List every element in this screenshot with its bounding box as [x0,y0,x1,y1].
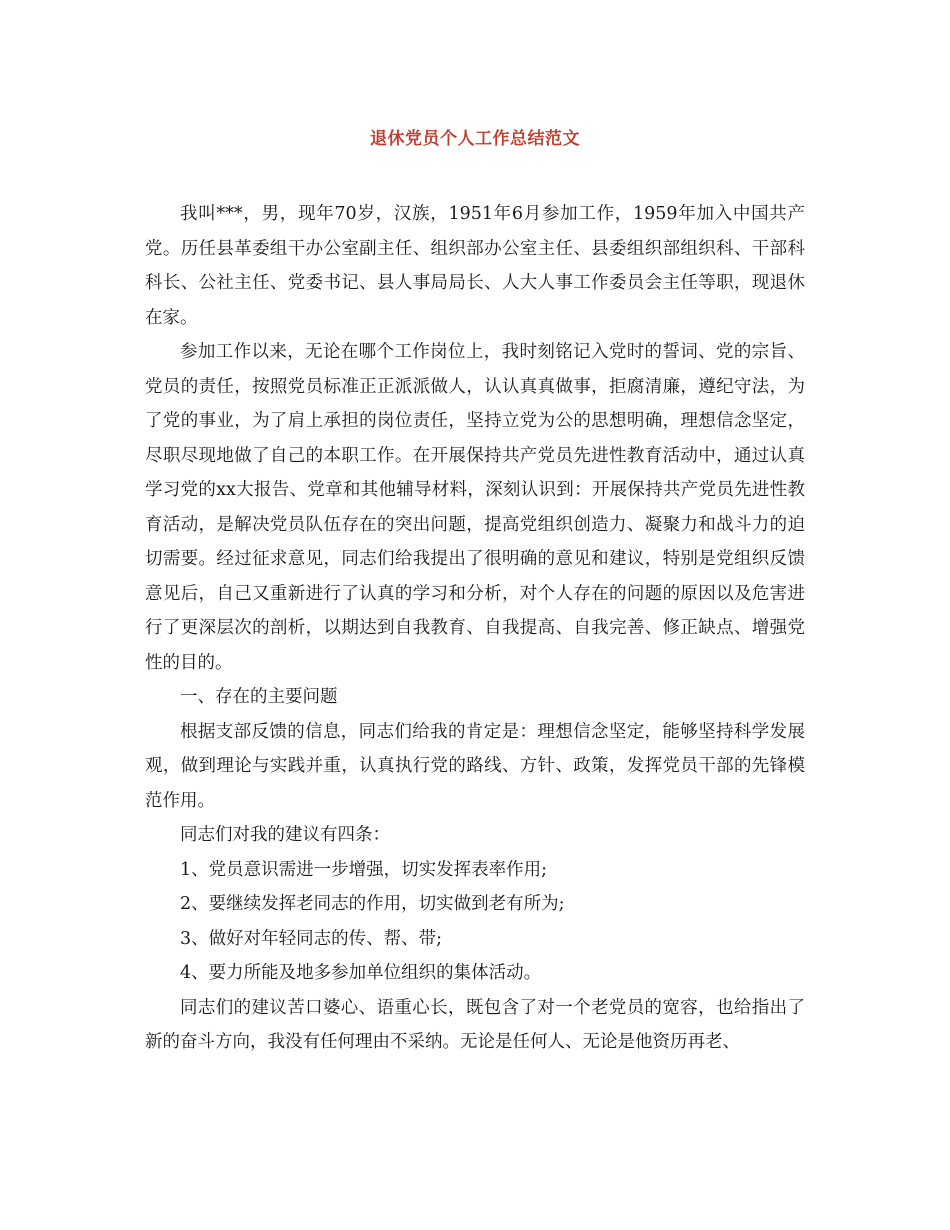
list-item-suggestion-1: 1、党员意识需进一步增强，切实发挥表率作用; [180,859,548,880]
list-item-suggestion-4: 4、要力所能及地多参加单位组织的集体活动。 [180,963,542,983]
paragraph-response: 同志们的建议苦口婆心、语重心长，既包含了对一个老党员的宽容，也给指出了新的奋斗方向，我没有任何理由不采纳。无论是任何人、无论是他资历再老、 [145,997,805,1052]
paragraph-intro: 我叫***，男，现年70岁，汉族，1951年6月参加工作，1959年加入中国共产党。历任县革委组干办公室副主任、组织部办公室主任、县委组织部组织科、干部科科长、公社主任、党委书记、县人事局局长、人大人事工作委员会主任等职，现退休在家。 [145,204,805,328]
paragraph-work-history: 参加工作以来，无论在哪个工作岗位上，我时刻铭记入党时的誓词、党的宗旨、党员的责任，按照党员标准正正派派做人，认认真真做事，拒腐清廉，遵纪守法，为了党的事业，为了肩上承担的岗位责任，坚持立党为公的思想明确，理想信念坚定，尽职尽现地做了自己的本职工作。在开展保持共产党员先进性教育活动中，通过认真学习党的xx大报告、党章和其他辅导材料，深刻认识到：开展保持共产党员先进性教育活动，是解决党员队伍存在的突出问题，提高党组织创造力、凝聚力和战斗力的迫切需要。经过征求意见，同志们给我提出了很明确的意见和建议，特别是党组织反馈意见后，自己又重新进行了认真的学习和分析，对个人存在的问题的原因以及危害进行了更深层次的剖析，以期达到自我教育、自我提高、自我完善、修正缺点、增强党性的目的。 [145,342,805,673]
section-heading-main-problems: 一、存在的主要问题 [180,687,338,707]
paragraph-suggestions-intro: 同志们对我的建议有四条： [180,825,390,845]
paragraph-feedback: 根据支部反馈的信息，同志们给我的肯定是：理想信念坚定，能够坚持科学发展观，做到理论与实践并重，认真执行党的路线、方针、政策，发挥党员干部的先锋模范作用。 [145,721,805,811]
document-body [145,197,805,1060]
document-title: 退休党员个人工作总结范文 [370,129,580,149]
list-item-suggestion-2: 2、要继续发挥老同志的作用，切实做到老有所为; [180,894,565,914]
list-item-suggestion-3: 3、做好对年轻同志的传、帮、带; [180,928,443,949]
